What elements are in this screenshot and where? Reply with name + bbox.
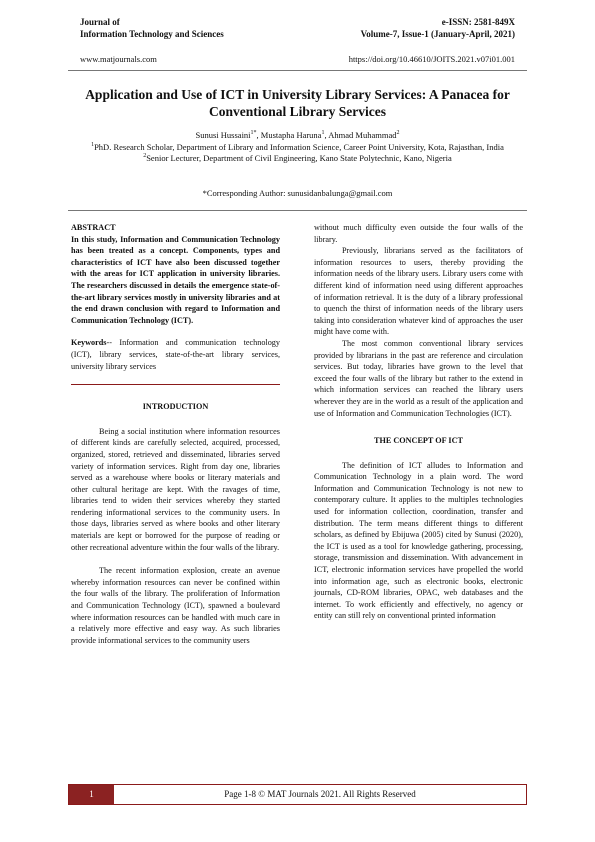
author-1-sup: 1*	[250, 130, 257, 137]
affiliation-2	[70, 153, 525, 165]
abstract-heading: ABSTRACT	[71, 223, 116, 232]
affiliation-1-text: PhD. Research Scholar, Department of Library and Information Science, Career Point University, Kota, Rajasthan, India	[94, 141, 504, 152]
author-3: , Ahmad Muhammad	[324, 130, 397, 140]
abstract-body: In this study, Information and Communication Technology has been treated as a concept. Components, types and characteristics of ICT have also been discussed together with the areas for ICT application in university libraries. The researchers discussed in details the emergence state-of-the-art library services mostly in university libraries and at the end drawn conclusion with regard to Information and Communication Technology (ICT).	[71, 234, 280, 325]
paragraph-continuation: without much difficulty even outside the four walls of the library.	[314, 223, 523, 244]
corresponding-author: *Corresponding Author: sunusidanbalunga@gmail.com	[202, 188, 393, 198]
volume-issue: Volume-7, Issue-1 (January-April, 2021)	[360, 29, 515, 39]
author-1: Sunusi Hussaini	[195, 130, 251, 140]
journal-name	[80, 16, 224, 40]
intro-paragraph-1: Being a social institution where information resources of different kinds are carefully selected, acquired, processed, organized, stored, retrieved and disseminated, libraries served variety of information services. Right from day one, libraries served as a warehouse where books or literary materials and other cultural heritage are kept. With the ravages of time, libraries tend to widen their services whereby they started rendering informational services to the community users. In those days, libraries served as where books and other literary materials are kept or borrowed for the purpose of reading or other recreational adventure within the four walls of the library.	[71, 426, 280, 552]
journal-links	[80, 54, 515, 64]
author-2-sup: 1	[321, 130, 325, 137]
journal-name-line2: Information Technology and Sciences	[80, 29, 224, 39]
issn: e-ISSN: 2581-849X	[441, 17, 515, 27]
keywords-label: Keywords	[71, 338, 107, 348]
affiliation-1-sup: 1	[91, 141, 95, 148]
page-number: 1	[69, 785, 114, 804]
keywords	[71, 337, 280, 372]
paragraph-previously: Previously, librarians served as the facilitators of information resources to users, thereby providing the information needs of the library users. Library users come with different kind of information need using different approaches of information retrieval. It is the duty of a library professional to quench the thirst of information needs of the library users taking into consideration whatever kind of approaches the user might have come with.	[314, 246, 523, 337]
keywords-text: -- Information and communication technology (ICT), library services, state-of-the-art library services, university library services	[71, 338, 280, 371]
author-list	[70, 130, 525, 142]
copyright-text: Page 1-8 © MAT Journals 2021. All Rights Reserved	[224, 789, 416, 799]
paragraph-conventional-services: The most common conventional library services provided by librarians in the past are reference and circulation services. But today, libraries have grown to the level that exceed the four walls of the library but rather to the extend in which information services can reached the library users wherever they are in the world as a result of the application and use of Information and Communication Technologies (ICT).	[314, 338, 523, 418]
title-line2: Conventional Library Services	[209, 104, 386, 119]
affiliation-2-text: Senior Lecturer, Department of Civil Engineering, Kano State Polytechnic, Kano, Nigeria	[146, 153, 452, 164]
paragraph-concept: The definition of ICT alludes to Information and Communication Technology in a plain word. The word Information and Communication Technology is not new to contemporary culture. It applies to the multiples technologies used for information collection, coordination, transfer and distribution. The term means different things to different scholars, as defined by Ebijuwa (2005) cited by Sunusi (2020), the ICT is used as a tool for knowledge gathering, processing, storage, transmission and dissemination. With advancement in ICT, electronic information services have propelled the world into information age, such as electronic books, electronic journals, CD-ROM libraries, OPAC, web databases and the internet. To work efficiently and effectively, no agency or entity can still rely on conventional printed information	[314, 460, 523, 621]
author-2: , Mustapha Haruna	[256, 130, 322, 140]
issue-info	[361, 16, 515, 40]
right-column	[314, 222, 523, 622]
title-rule	[68, 210, 527, 211]
doi-link[interactable]: https://doi.org/10.46610/JOITS.2021.v07i01.001	[348, 54, 515, 64]
concept-heading: THE CONCEPT OF ICT	[374, 436, 463, 446]
author-3-sup: 2	[396, 130, 400, 137]
page-footer	[68, 784, 527, 805]
paper-title	[70, 86, 525, 120]
author-block	[70, 130, 525, 165]
affiliation-1	[70, 142, 525, 154]
website-link[interactable]: www.matjournals.com	[80, 54, 157, 64]
introduction-heading: INTRODUCTION	[142, 402, 209, 412]
header-rule	[68, 70, 527, 71]
section-separator	[71, 384, 280, 385]
affiliation-2-sup: 2	[143, 153, 147, 160]
journal-name-line1: Journal of	[80, 17, 120, 27]
intro-paragraph-2: The recent information explosion, create an avenue whereby information resources can never be confined within the four walls of the library. The proliferation of Information and Communication Technology (ICT), spawned a boulevard where information resources can be handled with much care in a relatively more effective and easy way. As such libraries provide informational services to the community users	[71, 566, 280, 645]
left-column	[71, 222, 280, 646]
title-line1: Application and Use of ICT in University Library Services: A Panacea for	[85, 87, 510, 102]
